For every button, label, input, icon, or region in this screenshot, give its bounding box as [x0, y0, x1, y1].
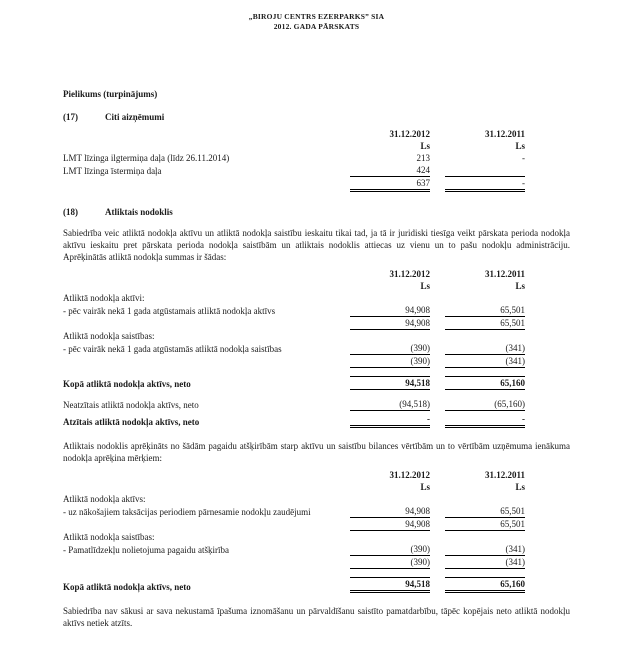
deferred-tax-policy-paragraph: Sabiedrība veic atliktā nodokļa aktīvu un atliktā nodokļa saistību ieskaitu tikai tad, ja tā ir juridiski tiesīga veikt pārskata perioda nodokļa aktīvu ieskaitu pret pārskata perioda nodokļa saistībām un atliktais nodoklis attiecas uz vienu un to pašu nodokļu administrāciju. Aprēķinātās atliktā nodokļa summas ir šādas: [63, 228, 570, 262]
table-17-column-headers [63, 128, 570, 140]
section-17-number: (17) [63, 112, 78, 122]
column-header-2011: 31.12.2011 [484, 470, 525, 480]
table-row: Atliktā nodokļa aktīvs: [63, 494, 146, 504]
table-subtotal-row: (390) (341) [63, 355, 570, 368]
table-row: Neatzītais atliktā nodokļa aktīvs, neto (94,518) (65,160) [63, 399, 525, 410]
unit-label: Ls [515, 141, 525, 151]
table-total-row: Kopā atliktā nodokļa aktīvs, neto 94,518 65,160 [63, 579, 525, 592]
table-row: Atliktā nodokļa saistības: [63, 331, 155, 341]
table-row: - uz nākošajiem taksācijas periodiem pārnesamie nodokļu zaudējumi 94,908 65,501 [63, 506, 525, 517]
company-name: „BIROJU CENTRS EZERPARKS” SIA [248, 12, 385, 21]
unit-label: Ls [515, 281, 525, 291]
unit-label: Ls [420, 141, 430, 151]
table-row: LMT līzinga īstermiņa daļa 424 [63, 164, 570, 177]
table-subtotal-row: (390) (341) [63, 556, 570, 569]
table-total-row: Atzītais atliktā nodokļa aktīvs, neto - - [63, 414, 525, 427]
table-18a-unit-row [63, 280, 570, 292]
column-header-2012: 31.12.2012 [389, 269, 430, 279]
unit-label: Ls [420, 281, 430, 291]
table-row: - Pamatlīdzekļu nolietojuma pagaidu atšķirība (390) (341) [63, 544, 525, 555]
table-row: Atliktā nodokļa aktīvi: [63, 293, 145, 303]
table-row: - pēc vairāk nekā 1 gada atgūstamais atliktā nodokļa aktīvs 94,908 65,501 [63, 305, 525, 316]
report-title: 2012. GADA PĀRSKATS [273, 22, 360, 31]
column-header-2012: 31.12.2012 [389, 470, 430, 480]
section-17-title: Citi aizņēmumi [105, 112, 165, 122]
section-18-number: (18) [63, 207, 78, 217]
document-header [63, 12, 570, 32]
table-row: Atliktā nodokļa saistības: [63, 532, 155, 542]
closing-paragraph: Sabiedrība nav sākusi ar sava nekustamā īpašuma iznomāšanu un pārvaldīšanu saistīto pamatdarbību, tāpēc kopējais neto atliktā nodokļu aktīvs netiek atzīts. [63, 606, 570, 628]
table-row: - pēc vairāk nekā 1 gada atgūstamās atliktā nodokļa saistības (390) (341) [63, 343, 525, 354]
table-17-unit-row [63, 140, 570, 152]
table-18b-column-headers [63, 469, 570, 481]
appendix-title: Pielikums (turpinājums) [63, 89, 158, 99]
section-17-heading [63, 111, 570, 123]
section-18-heading [63, 206, 570, 218]
table-18a-column-headers [63, 268, 570, 280]
table-subtotal-row: 94,908 65,501 [63, 518, 570, 531]
section-18-title: Atliktais nodoklis [105, 207, 173, 217]
column-header-2011: 31.12.2011 [484, 129, 525, 139]
temporary-differences-paragraph: Atliktais nodoklis aprēķināts no šādām pagaidu atšķirībām starp aktīvu un saistību bilances vērtībām un to vērtībām uzņēmuma ienākuma nodokļa aprēķina mērķiem: [63, 441, 570, 463]
table-subtotal-row: 94,908 65,501 [63, 317, 570, 330]
unit-label: Ls [515, 482, 525, 492]
column-header-2011: 31.12.2011 [484, 269, 525, 279]
table-row: LMT līzinga ilgtermiņa daļa (līdz 26.11.2014) 213 - [63, 153, 525, 163]
table-total-row: Kopā atliktā nodokļa aktīvs, neto 94,518 65,160 [63, 378, 525, 389]
unit-label: Ls [420, 482, 430, 492]
table-18b-unit-row [63, 481, 570, 493]
column-header-2012: 31.12.2012 [389, 129, 430, 139]
table-total-row: 637 - [63, 177, 570, 192]
